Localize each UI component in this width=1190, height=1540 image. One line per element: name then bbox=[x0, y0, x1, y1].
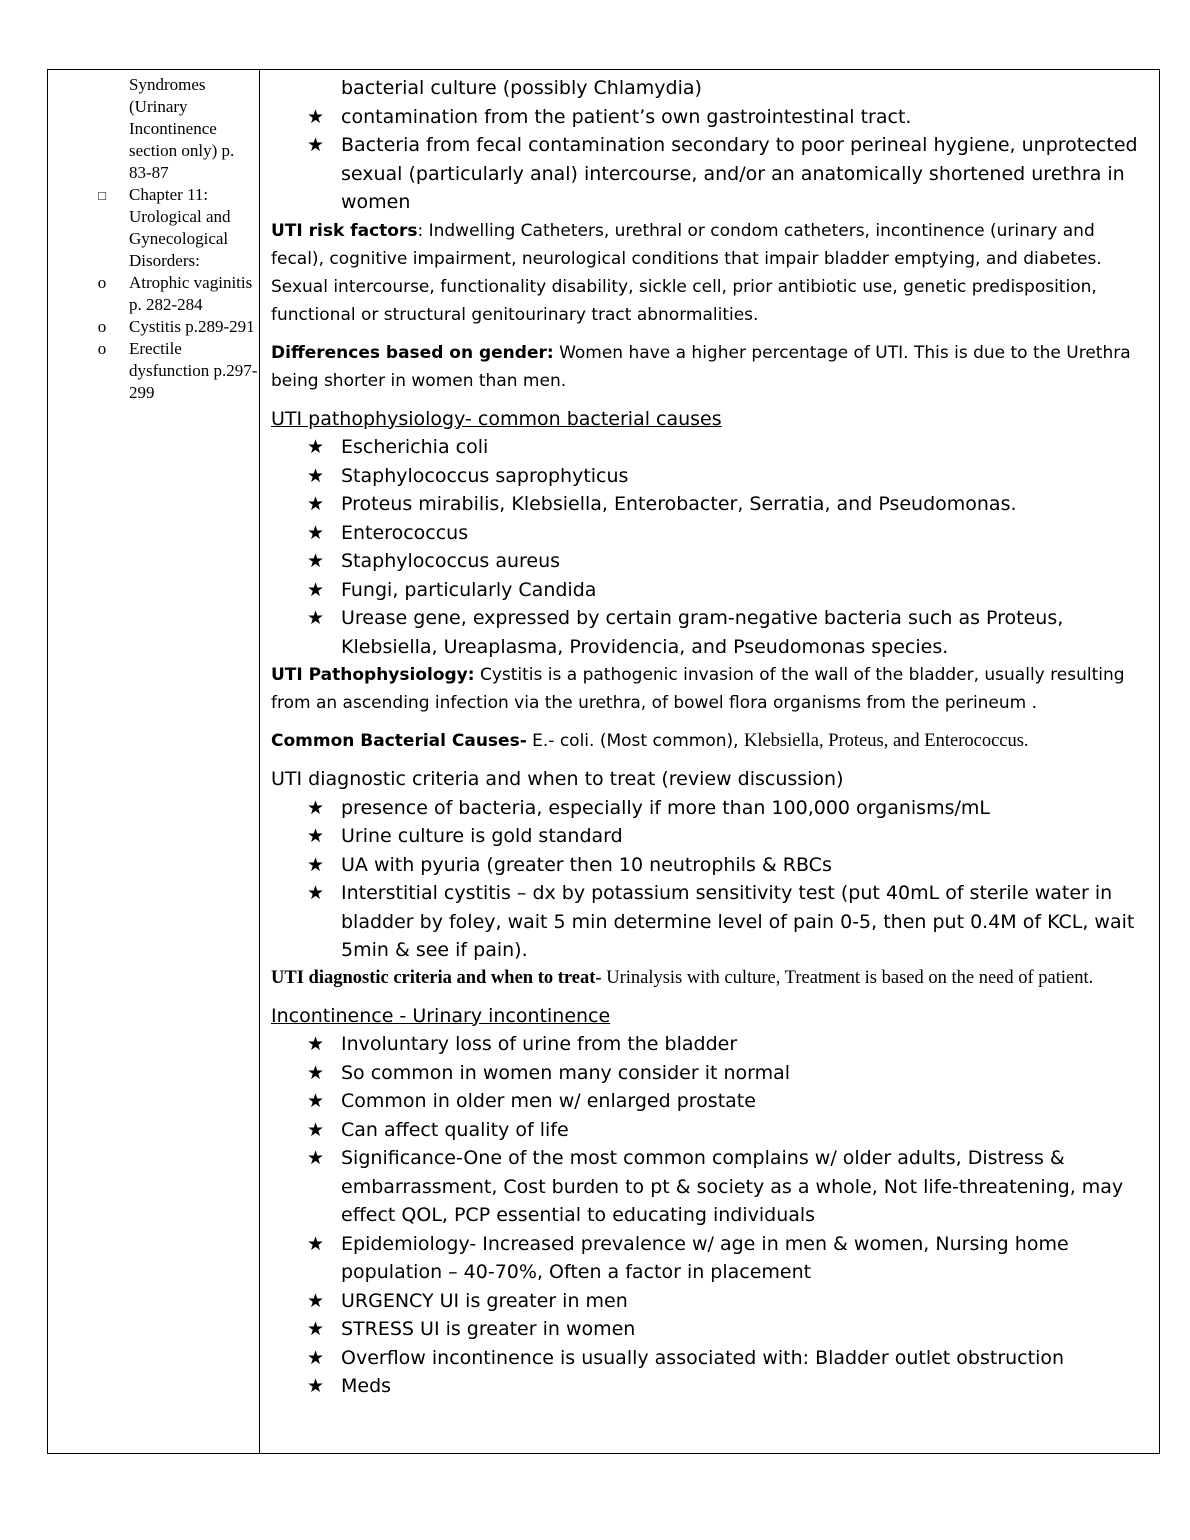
bullet-item: ★ STRESS UI is greater in women bbox=[271, 1315, 1151, 1344]
reading-item-text: Syndromes (Urinary Incontinence section only) p. 83-87 bbox=[129, 75, 235, 182]
bullet-item: ★ Significance-One of the most common complains w/ older adults, Distress & embarrassment, Cost burden to pt & society as a whole, Not life-threatening, may effect QOL, PCP essential to educating individuals bbox=[271, 1144, 1151, 1230]
bullet-item: ★ Enterococcus bbox=[271, 519, 1151, 548]
column-divider bbox=[259, 70, 260, 1453]
bullet-item: ★ Overflow incontinence is usually associated with: Bladder outlet obstruction bbox=[271, 1344, 1151, 1373]
star-bullet-icon: ★ bbox=[307, 1346, 325, 1369]
bullet-item: ★ Urine culture is gold standard bbox=[271, 822, 1151, 851]
bullet-item: ★ Involuntary loss of urine from the bladder bbox=[271, 1030, 1151, 1059]
circle-bullet-icon: o bbox=[97, 317, 107, 336]
bullet-item: ★ Urease gene, expressed by certain gram-negative bacteria such as Proteus, Klebsiella, Ureaplasma, Providencia, and Pseudomonas species. bbox=[271, 604, 1151, 661]
bullet-item: ★ URGENCY UI is greater in men bbox=[271, 1287, 1151, 1316]
star-bullet-icon: ★ bbox=[307, 550, 325, 572]
risk-factors-paragraph: UTI risk factors: Indwelling Catheters, urethral or condom catheters, incontinence (urinary and fecal), cognitive impairment, neurological conditions that impair bladder emptying, and diabetes. Sexual intercourse, functionality disability, sickle cell, prior antibiotic use, genetic predisposition, functional or structural genitourinary tract abnormalities. bbox=[271, 220, 1102, 325]
star-bullet-icon: ★ bbox=[307, 1147, 325, 1169]
star-bullet-icon: ★ bbox=[307, 436, 325, 458]
common-causes-paragraph: Common Bacterial Causes- E.- coli. (Most common), Klebsiella, Proteus, and Enterococcus. bbox=[271, 731, 1029, 751]
diagnostic-list bbox=[271, 794, 1151, 965]
incontinence-heading: Incontinence - Urinary incontinence bbox=[271, 1004, 611, 1027]
diagnostic-heading: UTI diagnostic criteria and when to treat (review discussion) bbox=[271, 768, 844, 790]
bullet-item: ★ Meds bbox=[271, 1372, 1151, 1401]
star-bullet-icon: ★ bbox=[307, 493, 325, 515]
incontinence-list bbox=[271, 1030, 1151, 1401]
star-bullet-icon: ★ bbox=[307, 1118, 325, 1141]
star-bullet-icon: ★ bbox=[307, 1232, 325, 1255]
star-bullet-icon: ★ bbox=[307, 1289, 325, 1312]
gender-paragraph: Differences based on gender: Women have a higher percentage of UTI. This is due to the Urethra being shorter in women than men. bbox=[271, 342, 1131, 391]
star-bullet-icon: ★ bbox=[307, 1033, 325, 1055]
star-bullet-icon: ★ bbox=[307, 578, 325, 601]
reading-item-text: Cystitis p.289-291 bbox=[129, 317, 255, 336]
reading-item-text: Atrophic vaginitis p. 282-284 bbox=[129, 273, 253, 314]
reading-item-text: Chapter 11: Urological and Gynecological Disorders: bbox=[129, 185, 231, 270]
bullet-item: ★ Epidemiology- Increased prevalence w/ age in men & women, Nursing home population – 40-70%, Often a factor in placement bbox=[271, 1230, 1151, 1287]
diagnostic-paragraph: UTI diagnostic criteria and when to treat- Urinalysis with culture, Treatment is based on the need of patient. bbox=[271, 967, 1094, 988]
outline-table bbox=[47, 69, 1160, 1454]
star-bullet-icon: ★ bbox=[307, 607, 325, 629]
bullet-item: ★ contamination from the patient’s own gastrointestinal tract. bbox=[271, 103, 1151, 132]
bullet-item: ★ Bacteria from fecal contamination secondary to poor perineal hygiene, unprotected sexual (particularly anal) intercourse, and/or an anatomically shortened urethra in women bbox=[271, 131, 1151, 217]
reading-item bbox=[48, 338, 259, 404]
bullet-item: ★ Staphylococcus saprophyticus bbox=[271, 462, 1151, 491]
circle-bullet-icon: o bbox=[97, 273, 107, 292]
notes-column bbox=[271, 74, 1151, 1401]
reading-item-text: Erectile dysfunction p.297-299 bbox=[129, 339, 258, 402]
bullet-item: ★ Proteus mirabilis, Klebsiella, Enterobacter, Serratia, and Pseudomonas. bbox=[271, 490, 1151, 519]
checkbox-bullet-icon: □ bbox=[98, 188, 106, 203]
star-bullet-icon: ★ bbox=[307, 825, 325, 847]
star-bullet-icon: ★ bbox=[307, 1061, 325, 1084]
bullet-item: ★ Fungi, particularly Candida bbox=[271, 576, 1151, 605]
bullet-item: ★ So common in women many consider it normal bbox=[271, 1059, 1151, 1088]
bullet-item: ★ Staphylococcus aureus bbox=[271, 547, 1151, 576]
star-bullet-icon: ★ bbox=[307, 1090, 325, 1112]
pathophysiology-heading: UTI pathophysiology- common bacterial causes bbox=[271, 407, 722, 430]
star-bullet-icon: ★ bbox=[307, 882, 325, 904]
bullet-item: ★ presence of bacteria, especially if more than 100,000 organisms/mL bbox=[271, 794, 1151, 823]
circle-bullet-icon: o bbox=[97, 339, 107, 358]
star-bullet-icon: ★ bbox=[307, 134, 325, 156]
bullet-item: ★ Escherichia coli bbox=[271, 433, 1151, 462]
star-bullet-icon: ★ bbox=[307, 464, 325, 487]
reading-item bbox=[48, 184, 259, 272]
reading-item bbox=[48, 272, 259, 316]
star-bullet-icon: ★ bbox=[307, 1375, 325, 1397]
star-bullet-icon: ★ bbox=[307, 521, 325, 544]
bullet-continuation: bacterial culture (possibly Chlamydia) bbox=[341, 77, 702, 99]
reading-list-column bbox=[48, 74, 259, 404]
star-bullet-icon: ★ bbox=[307, 105, 325, 128]
pathophysiology-paragraph: UTI Pathophysiology: Cystitis is a pathogenic invasion of the wall of the bladder, usually resulting from an ascending infection via the urethra, of bowel flora organisms from the perineum . bbox=[271, 665, 1125, 713]
bullet-item: ★ Interstitial cystitis – dx by potassium sensitivity test (put 40mL of sterile water in bladder by foley, wait 5 min determine level of pain 0-5, then put 0.4M of KCL, wait 5min & see if pain). bbox=[271, 879, 1151, 965]
bullet-item: ★ UA with pyuria (greater then 10 neutrophils & RBCs bbox=[271, 851, 1151, 880]
star-bullet-icon: ★ bbox=[307, 1318, 325, 1340]
star-bullet-icon: ★ bbox=[307, 853, 325, 876]
reading-item bbox=[48, 316, 259, 338]
bullet-item: ★ Can affect quality of life bbox=[271, 1116, 1151, 1145]
reading-item bbox=[48, 74, 259, 184]
bullet-item: ★ Common in older men w/ enlarged prostate bbox=[271, 1087, 1151, 1116]
star-bullet-icon: ★ bbox=[307, 796, 325, 819]
pathophysiology-list bbox=[271, 433, 1151, 661]
